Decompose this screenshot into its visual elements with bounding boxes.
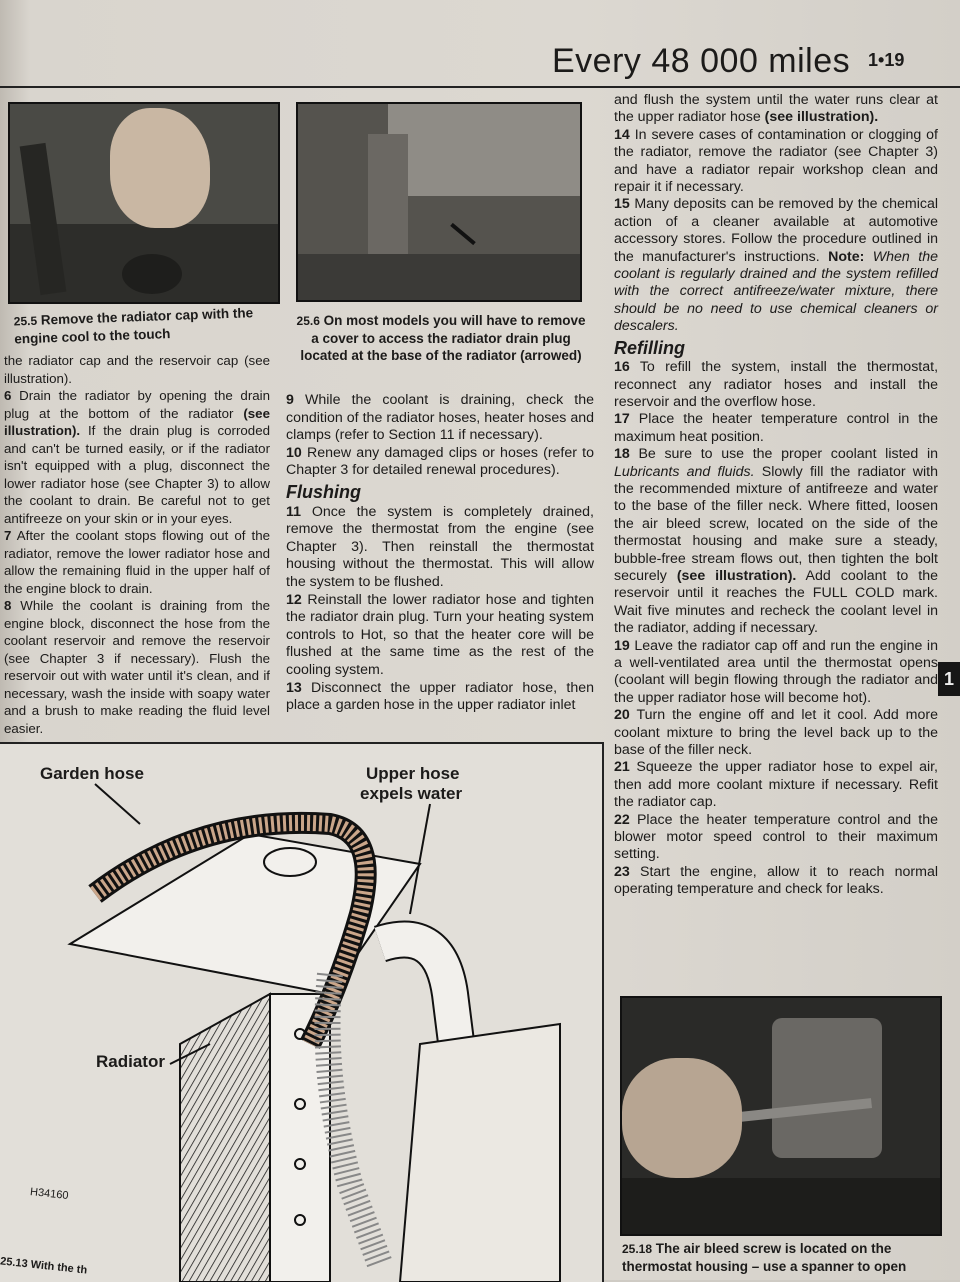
label-upper-hose: Upper hose xyxy=(366,764,460,783)
col1-para-8: 8 While the coolant is draining from the engine block, disconnect the hose from the coolant reservoir and remove the reservoir (see Chapter 3 if necessary). Flush the reservoir out with water until it's clean, and if necessary, wash the inside with soapy water and a brush to make reading the fluid level easier. xyxy=(4,598,270,736)
figure-code: H34160 xyxy=(29,1186,70,1202)
caption-25-6: 25.6 On most models you will have to remove a cover to access the radiator drain plug located at the base of the radiator (arrowed) xyxy=(296,313,586,363)
photo-hand-2 xyxy=(622,1058,742,1178)
chapter-tab: 1 xyxy=(938,662,960,696)
col3-para-14: 14 In severe cases of contamination or clogging of the radiator, remove the radiator (see Chapter 3) and have a radiator repair workshop clean and repair it if necessary. xyxy=(614,126,939,196)
photo-25-5 xyxy=(8,102,280,304)
column-3 xyxy=(614,92,938,899)
col2-para-9: 9 While the coolant is draining, check the condition of the radiator hoses, heater hoses and clamps (refer to Section 11 if necessary). xyxy=(286,392,594,444)
radiator-core xyxy=(180,994,270,1282)
label-expels-water: expels water xyxy=(360,784,463,803)
column-2 xyxy=(286,392,594,715)
label-garden-hose: Garden hose xyxy=(40,764,144,783)
flushing-diagram xyxy=(0,744,602,1282)
photo-drain-cover xyxy=(298,254,580,300)
photo-engine-block xyxy=(622,1178,940,1234)
col3-para-23: 23 Start the engine, allow it to reach normal operating temperature and check for leaks. xyxy=(614,863,938,898)
col3-para-18: 18 Be sure to use the proper coolant listed in Lubricants and fluids. Slowly fill the radiator with the recommended mixture of antifreeze and water to the base of the filler neck. Where fitted, loosen the air bleed screw, located on the side of the thermostat housing and make sure a steady, bubble-free stream flows out, then tighten the bolt securely (see illustration). Add coolant to the reservoir until it reaches the FULL COLD mark. Wait five minutes and recheck the coolant level in the radiator, adding if necessary. xyxy=(614,446,938,637)
col1-para-6: 6 Drain the radiator by opening the drain plug at the bottom of the radiator (see illustration). If the drain plug is corroded and can't be turned easily, or if the radiator isn't equipped with a plug, disconnect the lower radiator hose (see Chapter 3) to allow the coolant to drain. Be careful not to get antifreeze on your skin or in your eyes. xyxy=(4,388,270,526)
col2-para-13: 13 Disconnect the upper radiator hose, then place a garden hose in the upper radiator inlet xyxy=(286,679,594,714)
photo-arrow xyxy=(450,223,476,245)
photo-hose-bracket xyxy=(368,134,408,274)
col1-para-0: the radiator cap and the reservoir cap (see illustration). xyxy=(4,353,270,386)
col2-para-11: 11 Once the system is completely drained, remove the thermostat from the engine (see Chapter 3). Then reinstall the thermostat housing without the thermostat. This will allow the system to be flushed. xyxy=(286,503,594,590)
col3-para-22: 22 Place the heater temperature control and the blower motor speed control to their maximum setting. xyxy=(614,811,938,863)
heading-refilling: Refilling xyxy=(614,337,685,358)
caption-25-18: 25.18 The air bleed screw is located on the thermostat housing – use a spanner to open xyxy=(622,1241,907,1274)
photo-thermostat-housing xyxy=(772,1018,882,1158)
engine-block xyxy=(400,1024,560,1282)
illustration-25-13 xyxy=(0,742,604,1282)
photo-25-18 xyxy=(620,996,942,1236)
col3-para-15: 15 Many deposits can be removed by the chemical action of a cleaner available at automotive accessory stores. Follow the procedure outlined in the manufacturer's instructions. Note: When the coolant is regularly drained and the system refilled with the correct antifreeze/water mixture, there should be no need to use chemical cleaners or descalers. xyxy=(614,196,939,335)
photo-hand xyxy=(110,108,210,228)
pointer-upper-hose xyxy=(410,804,430,914)
water-stream xyxy=(328,974,381,1264)
col2-para-12: 12 Reinstall the lower radiator hose and tighten the radiator drain plug. Turn your heating system controls to Hot, so that the heater core will be flushed at the same time as the rest of the cooling system. xyxy=(286,591,594,678)
heading-flushing: Flushing xyxy=(286,481,361,502)
col2-para-10: 10 Renew any damaged clips or hoses (refer to Chapter 3 for detailed renewal procedures). xyxy=(286,444,594,479)
page-title: Every 48 000 miles xyxy=(552,42,851,80)
column-1 xyxy=(4,352,270,737)
col3-para-20: 20 Turn the engine off and let it cool. Add more coolant mixture to bring the level back up to the base of the filler neck. xyxy=(614,707,939,759)
photo-25-6 xyxy=(296,102,582,302)
col3-para-19: 19 Leave the radiator cap off and run the engine in a well-ventilated area until the thermostat opens (coolant will begin flowing through the radiator and the upper radiator hose will become hot). xyxy=(614,637,938,706)
pointer-garden-hose xyxy=(95,784,140,824)
page-number: 1•19 xyxy=(868,50,905,70)
radiator-cap xyxy=(264,848,316,876)
caption-25-5: 25.5 Remove the radiator cap with the engine cool to the touch xyxy=(13,305,254,347)
col3-para-17: 17 Place the heater temperature control in the maximum heat position. xyxy=(614,411,938,445)
photo-radiator-core xyxy=(388,104,580,196)
label-radiator: Radiator xyxy=(96,1052,165,1071)
col3-para-21: 21 Squeeze the upper radiator hose to expel air, then add more coolant mixture if necessary. Refit the radiator cap. xyxy=(614,759,938,811)
photo-radiator-cap xyxy=(122,254,182,294)
col3-para-16: 16 To refill the system, install the thermostat, reconnect any radiator hoses and install the reservoir and the overflow hose. xyxy=(614,359,939,410)
header-rule xyxy=(0,86,960,88)
col3-para-13b: and flush the system until the water runs clear at the upper radiator hose (see illustration). xyxy=(614,92,938,126)
caption-stub-25-13: 25.13 With the th xyxy=(0,1255,88,1277)
col1-para-7: 7 After the coolant stops flowing out of the radiator, remove the lower radiator hose and allow the remaining fluid in the upper half of the engine block to drain. xyxy=(4,528,270,596)
